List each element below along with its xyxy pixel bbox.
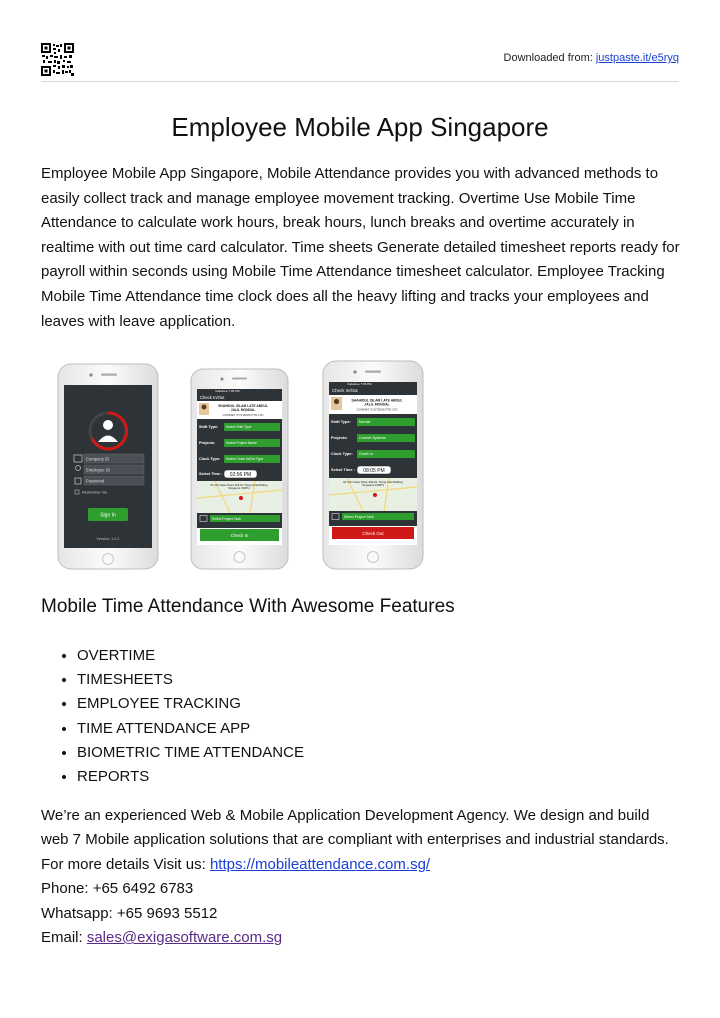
phone-check-in-mockup [191,369,288,569]
svg-text:50 Chin Swee Road, #09-04, Tho: 50 Chin Swee Road, #09-04, Thong Chai Building [210,484,268,487]
check-in-clock-value: Select Clock In/Out Type [226,457,264,462]
check-out-shift-value: Normal [359,420,371,425]
svg-text:SHAHIDUL ISLAM LATE ABDUL: SHAHIDUL ISLAM LATE ABDUL [351,398,403,403]
download-source-link[interactable]: justpaste.it/e5ryq [595,52,679,64]
phone-login-mockup [58,364,158,569]
login-remember: Remember me [82,490,108,495]
svg-text:Clock Type:: Clock Type: [331,451,353,456]
website-link[interactable]: https://mobileattendance.com.sg/ [209,855,431,873]
check-out-company: COMNET SYSTEMS PTE LTD [356,407,398,412]
download-source [504,52,679,64]
login-password: Password [86,478,105,484]
check-in-company: COMNET SYSTEMS PTE LTD [222,413,264,417]
details-label: For more details Visit us: [41,855,210,873]
check-in-status-bar: Vodafone 7:05 PM [215,389,240,394]
check-out-task-value: Select Project Task [344,514,374,519]
features-list [41,644,304,789]
feature-item: • TIMESHEETS [77,668,304,692]
login-employee-id: Employee ID [86,467,110,473]
page-title: Employee Mobile App Singapore [171,112,549,142]
feature-item: • REPORTS [77,765,304,789]
check-out-status-bar: Vodafone 7:05 PM [347,382,372,387]
check-in-shift-value: Select Shift Type [226,425,252,430]
login-sign-in: Sign In [100,512,116,519]
email-link[interactable]: sales@exigasoftware.com.sg [86,929,283,947]
check-out-header: Check In/Out [332,388,358,394]
login-version: Version: 1.0.1 [96,537,120,541]
feature-item: • OVERTIME [77,644,304,668]
svg-text:Singapore 169874: Singapore 169874 [228,487,250,490]
email-line [41,926,681,950]
check-out-time-value: 08:05 PM [363,468,385,474]
app-screenshots [55,358,435,573]
intro-paragraph: Employee Mobile App Singapore, Mobile Attendance provides you with advanced methods to easily collect track and manage employee movement tracking. Overtime Use Mobile Time Attendance to calculate work hours, break hours, lunch breaks and overtime accurately in realtime with out time card calculator. Time sheets Generate detailed timesheet reports ready for payroll within seconds using Mobile Time Attendance timesheet calculator. Employee Tracking Mobile Time Attendance time clock does all the heavy lifting and tracks your employees and leaves with leave application. [41,165,680,330]
header-divider [41,81,679,82]
check-in-project-value: Select Project Name [226,441,257,446]
details-line [41,853,681,877]
svg-text:Projects:: Projects: [199,441,216,445]
contact-section [41,804,681,950]
svg-text:Clock Type:: Clock Type: [199,457,221,461]
svg-text:Select Time :: Select Time : [331,467,355,472]
svg-text:Select Time :: Select Time : [199,472,223,476]
svg-text:Shift Type:: Shift Type: [331,419,351,424]
email-label: Email: [41,929,87,947]
check-in-button: Check In [230,532,249,538]
check-in-time-value: 02:56 PM [229,472,252,478]
phone-line: Phone: +65 6492 6783 [41,880,194,898]
qr-code-icon [41,43,74,76]
login-company-id: Company ID [86,456,110,462]
check-out-clock-value: Check In [359,452,373,457]
feature-item: • TIME ATTENDANCE APP [77,717,304,741]
svg-text:JALIL MONDAL: JALIL MONDAL [364,402,390,407]
check-in-task-value: Select Project Task [212,516,241,521]
svg-text:50 Chin Swee Road, #09-04, Tho: 50 Chin Swee Road, #09-04, Thong Chai Building [343,481,403,484]
svg-text:JALIL MONDAL: JALIL MONDAL [230,408,256,412]
check-out-project-value: Comnet Systems [359,436,386,441]
svg-text:Singapore 169874: Singapore 169874 [362,484,384,487]
download-source-label: Downloaded from: [503,52,596,64]
feature-item: • EMPLOYEE TRACKING [77,692,304,716]
svg-text:Shift Type:: Shift Type: [199,425,219,429]
svg-text:Projects:: Projects: [331,435,348,440]
phone-check-out-mockup [323,361,423,569]
agency-paragraph: We’re an experienced Web & Mobile Application Development Agency. We design and build web 7 Mobile application solutions that are compliant with enterprises and industrial standards. [41,807,669,849]
check-out-button: Check Out [362,530,384,536]
feature-item: • BIOMETRIC TIME ATTENDANCE [77,741,304,765]
features-heading: Mobile Time Attendance With Awesome Features [41,596,455,617]
svg-text:SHAHIDUL ISLAM LATE ABDUL: SHAHIDUL ISLAM LATE ABDUL [218,404,268,408]
whatsapp-line: Whatsapp: +65 9693 5512 [41,904,218,922]
check-in-header: Check In/Out [200,394,225,400]
